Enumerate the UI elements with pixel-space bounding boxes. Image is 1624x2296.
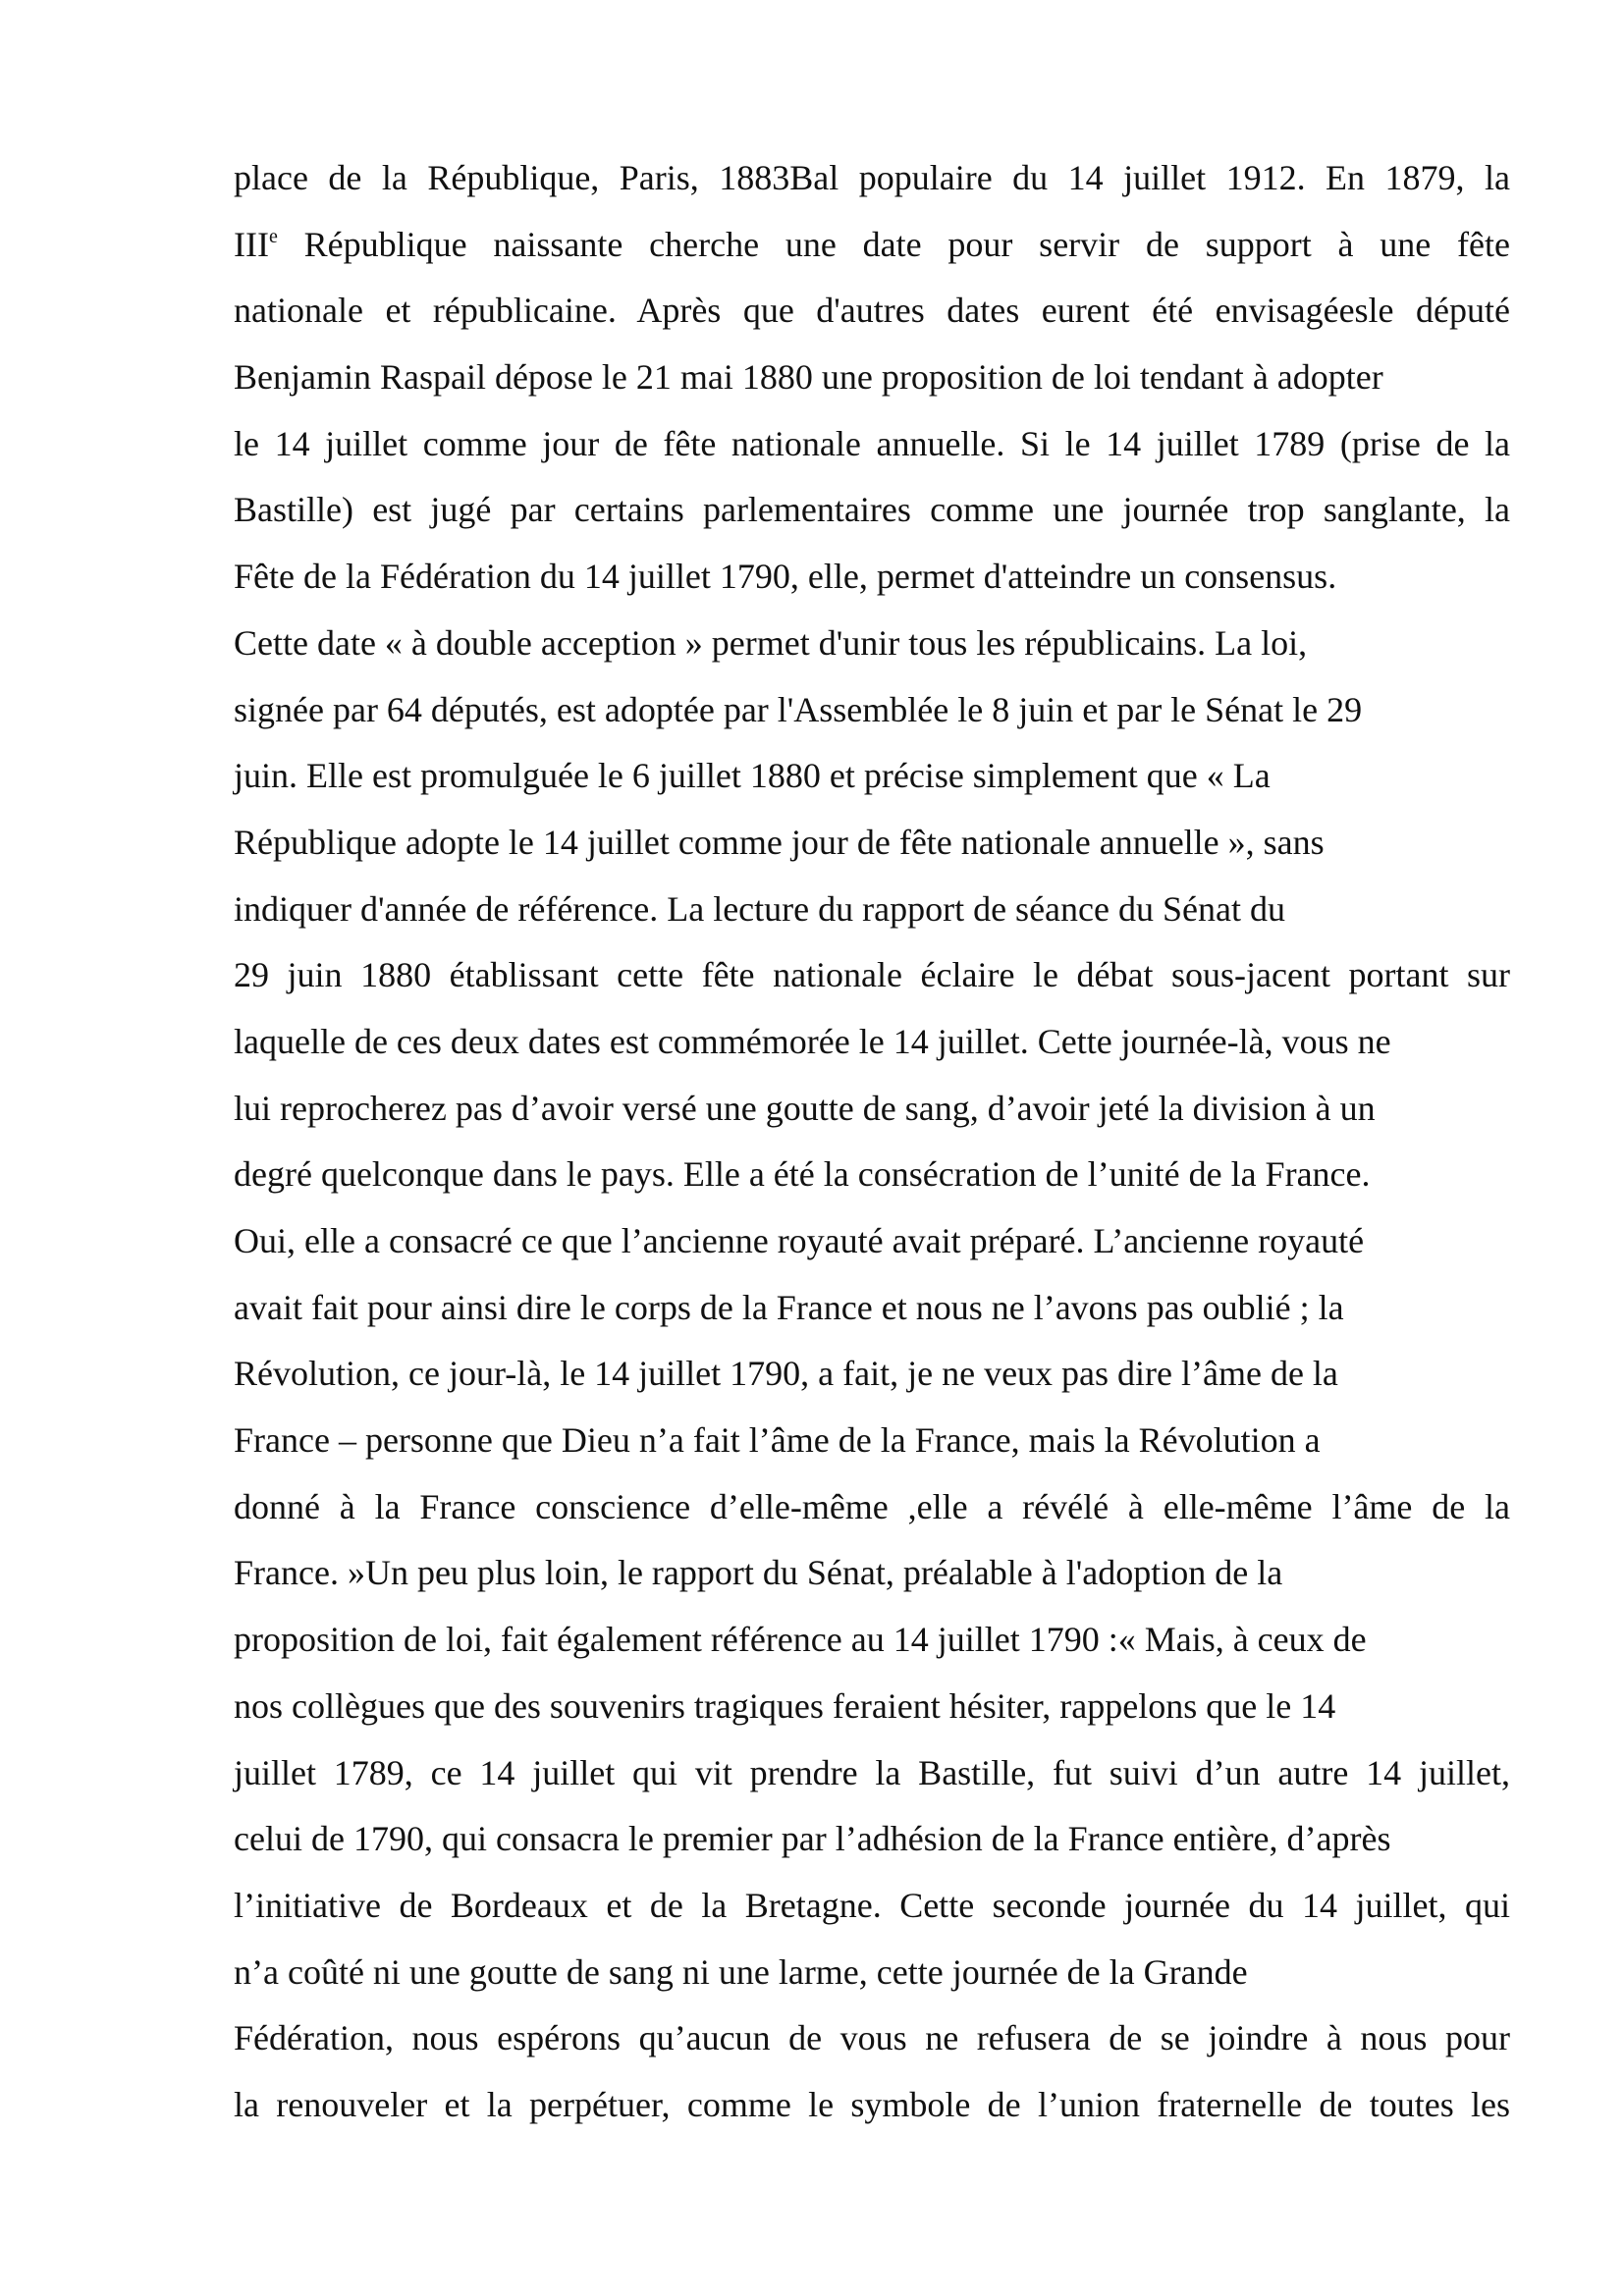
text-line: laquelle de ces deux dates est commémorée le 14 juillet. Cette journée-là, vous ne bbox=[234, 1021, 1391, 1061]
text-line: France. »Un peu plus loin, le rapport du Sénat, préalable à l'adoption de la bbox=[234, 1553, 1283, 1593]
text-line: Bastille) est jugé par certains parlementaires comme une journée trop sanglante, la bbox=[234, 490, 1510, 530]
text-line: nos collègues que des souvenirs tragiques feraient hésiter, rappelons que le 14 bbox=[234, 1685, 1336, 1726]
text-line: Fédération, nous espérons qu’aucun de vous ne refusera de se joindre à nous pour bbox=[234, 2018, 1510, 2058]
text-line-rest: République naissante cherche une date pour servir de support à une fête bbox=[303, 224, 1511, 264]
text-line: donné à la France conscience d’elle-même ,elle a révélé à elle-même l’âme de la bbox=[234, 1486, 1510, 1526]
superscript: e bbox=[268, 225, 278, 247]
text-line: celui de 1790, qui consacra le premier par l’adhésion de la France entière, d’après bbox=[234, 1819, 1391, 1859]
text-line: Fête de la Fédération du 14 juillet 1790, elle, permet d'atteindre un consensus. bbox=[234, 557, 1337, 597]
text-line: signée par 64 députés, est adoptée par l'Assemblée le 8 juin et par le Sénat le 29 bbox=[234, 689, 1363, 729]
text-line: n’a coûté ni une goutte de sang ni une larme, cette journée de la Grande bbox=[234, 1951, 1248, 1992]
text-line: Révolution, ce jour-là, le 14 juillet 1790, a fait, je ne veux pas dire l’âme de la bbox=[234, 1354, 1338, 1394]
text-line: proposition de loi, fait également référence au 14 juillet 1790 :« Mais, à ceux de bbox=[234, 1620, 1367, 1660]
text-line: place de la République, Paris, 1883Bal populaire du 14 juillet 1912. En 1879, la bbox=[234, 158, 1510, 197]
text-line: Cette date « à double acception » permet d'unir tous les républicains. La loi, bbox=[234, 622, 1308, 663]
text-line: l’initiative de Bordeaux et de la Bretagne. Cette seconde journée du 14 juillet, qui bbox=[234, 1885, 1510, 1925]
text-line: degré quelconque dans le pays. Elle a été la consécration de l’unité de la France. bbox=[234, 1154, 1371, 1195]
text-line: juin. Elle est promulguée le 6 juillet 1880 et précise simplement que « La bbox=[234, 756, 1271, 796]
text-line: avait fait pour ainsi dire le corps de la France et nous ne l’avons pas oublié ; la bbox=[234, 1287, 1344, 1327]
text-line bbox=[234, 212, 1510, 279]
text-line: République adopte le 14 juillet comme jour de fête nationale annuelle », sans bbox=[234, 822, 1325, 862]
text-line: nationale et républicaine. Après que d'autres dates eurent été envisagéesle député bbox=[234, 291, 1510, 331]
text-line: Oui, elle a consacré ce que l’ancienne royauté avait préparé. L’ancienne royauté bbox=[234, 1221, 1365, 1260]
text-line: 29 juin 1880 établissant cette fête nationale éclaire le débat sous-jacent portant sur bbox=[234, 955, 1510, 995]
text-line: lui reprocherez pas d’avoir versé une goutte de sang, d’avoir jeté la division à un bbox=[234, 1088, 1376, 1128]
text-line: la renouveler et la perpétuer, comme le symbole de l’union fraternelle de toutes les bbox=[234, 2084, 1510, 2124]
text-line: indiquer d'année de référence. La lecture du rapport de séance du Sénat du bbox=[234, 888, 1285, 929]
text-line: Benjamin Raspail dépose le 21 mai 1880 une proposition de loi tendant à adopter bbox=[234, 357, 1383, 398]
body-text bbox=[234, 145, 1510, 2139]
text-line: juillet 1789, ce 14 juillet qui vit prendre la Bastille, fut suivi d’un autre 14 juillet, bbox=[234, 1752, 1510, 1792]
text-line: le 14 juillet comme jour de fête nationale annuelle. Si le 14 juillet 1789 (prise de la bbox=[234, 423, 1510, 463]
text-line: France – personne que Dieu n’a fait l’âme de la France, mais la Révolution a bbox=[234, 1420, 1321, 1461]
roman-numeral: III bbox=[234, 224, 269, 264]
